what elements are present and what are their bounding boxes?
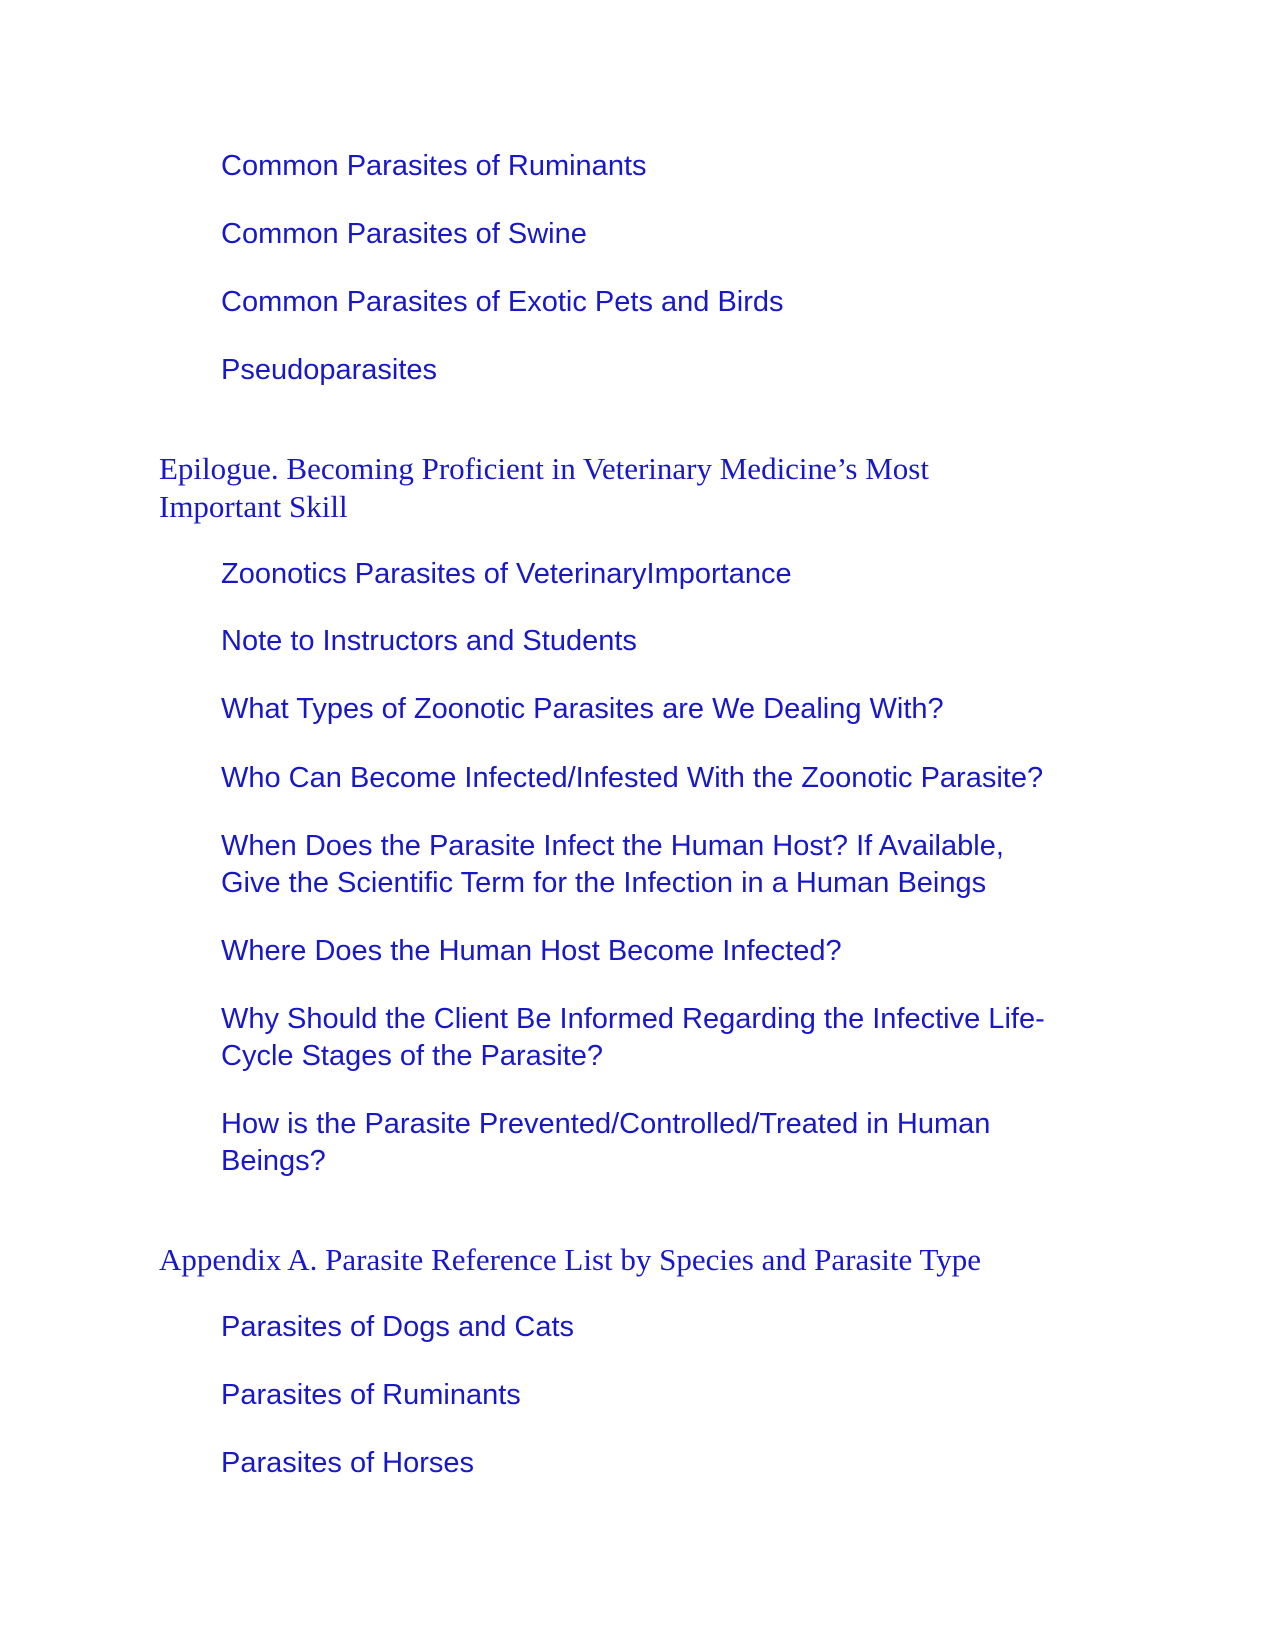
- toc-link-common-parasites-ruminants[interactable]: Common Parasites of Ruminants: [221, 150, 647, 182]
- toc-heading-appendix-a[interactable]: Appendix A. Parasite Reference List by Species and Parasite Type: [159, 1242, 981, 1277]
- toc-link-note-to-instructors[interactable]: Note to Instructors and Students: [221, 625, 637, 657]
- toc-link-pseudoparasites[interactable]: Pseudoparasites: [221, 354, 438, 386]
- toc-link-when-does-parasite-infect-line1[interactable]: When Does the Parasite Infect the Human Host? If Available,: [221, 830, 1004, 862]
- toc-link-zoonotic-parasites-veterinary-importance[interactable]: Zoonotics Parasites of VeterinaryImportance: [221, 558, 792, 590]
- toc-link-common-parasites-exotic-pets-birds[interactable]: Common Parasites of Exotic Pets and Birds: [221, 286, 784, 318]
- toc-heading-epilogue-line1[interactable]: Epilogue. Becoming Proficient in Veterinary Medicine’s Most: [159, 451, 929, 486]
- toc-link-when-does-parasite-infect-line2[interactable]: Give the Scientific Term for the Infection in a Human Beings: [221, 867, 987, 899]
- toc-link-why-inform-client-line2[interactable]: Cycle Stages of the Parasite?: [221, 1040, 604, 1072]
- toc-link-where-does-host-become-infected[interactable]: Where Does the Human Host Become Infected?: [221, 935, 842, 967]
- toc-link-types-of-zoonotic-parasites[interactable]: What Types of Zoonotic Parasites are We Dealing With?: [221, 693, 944, 725]
- toc-heading-epilogue-line2[interactable]: Important Skill: [159, 489, 348, 524]
- toc-link-who-can-become-infected[interactable]: Who Can Become Infected/Infested With the Zoonotic Parasite?: [221, 762, 1044, 794]
- toc-link-parasites-dogs-cats[interactable]: Parasites of Dogs and Cats: [221, 1311, 575, 1343]
- toc-link-parasites-horses[interactable]: Parasites of Horses: [221, 1447, 475, 1479]
- toc-link-parasites-ruminants[interactable]: Parasites of Ruminants: [221, 1379, 521, 1411]
- toc-link-how-is-parasite-prevented-line1[interactable]: How is the Parasite Prevented/Controlled/Treated in Human: [221, 1108, 991, 1140]
- toc-link-common-parasites-swine[interactable]: Common Parasites of Swine: [221, 218, 587, 250]
- toc-link-how-is-parasite-prevented-line2[interactable]: Beings?: [221, 1145, 326, 1177]
- toc-link-why-inform-client-line1[interactable]: Why Should the Client Be Informed Regarding the Infective Life-: [221, 1003, 1045, 1035]
